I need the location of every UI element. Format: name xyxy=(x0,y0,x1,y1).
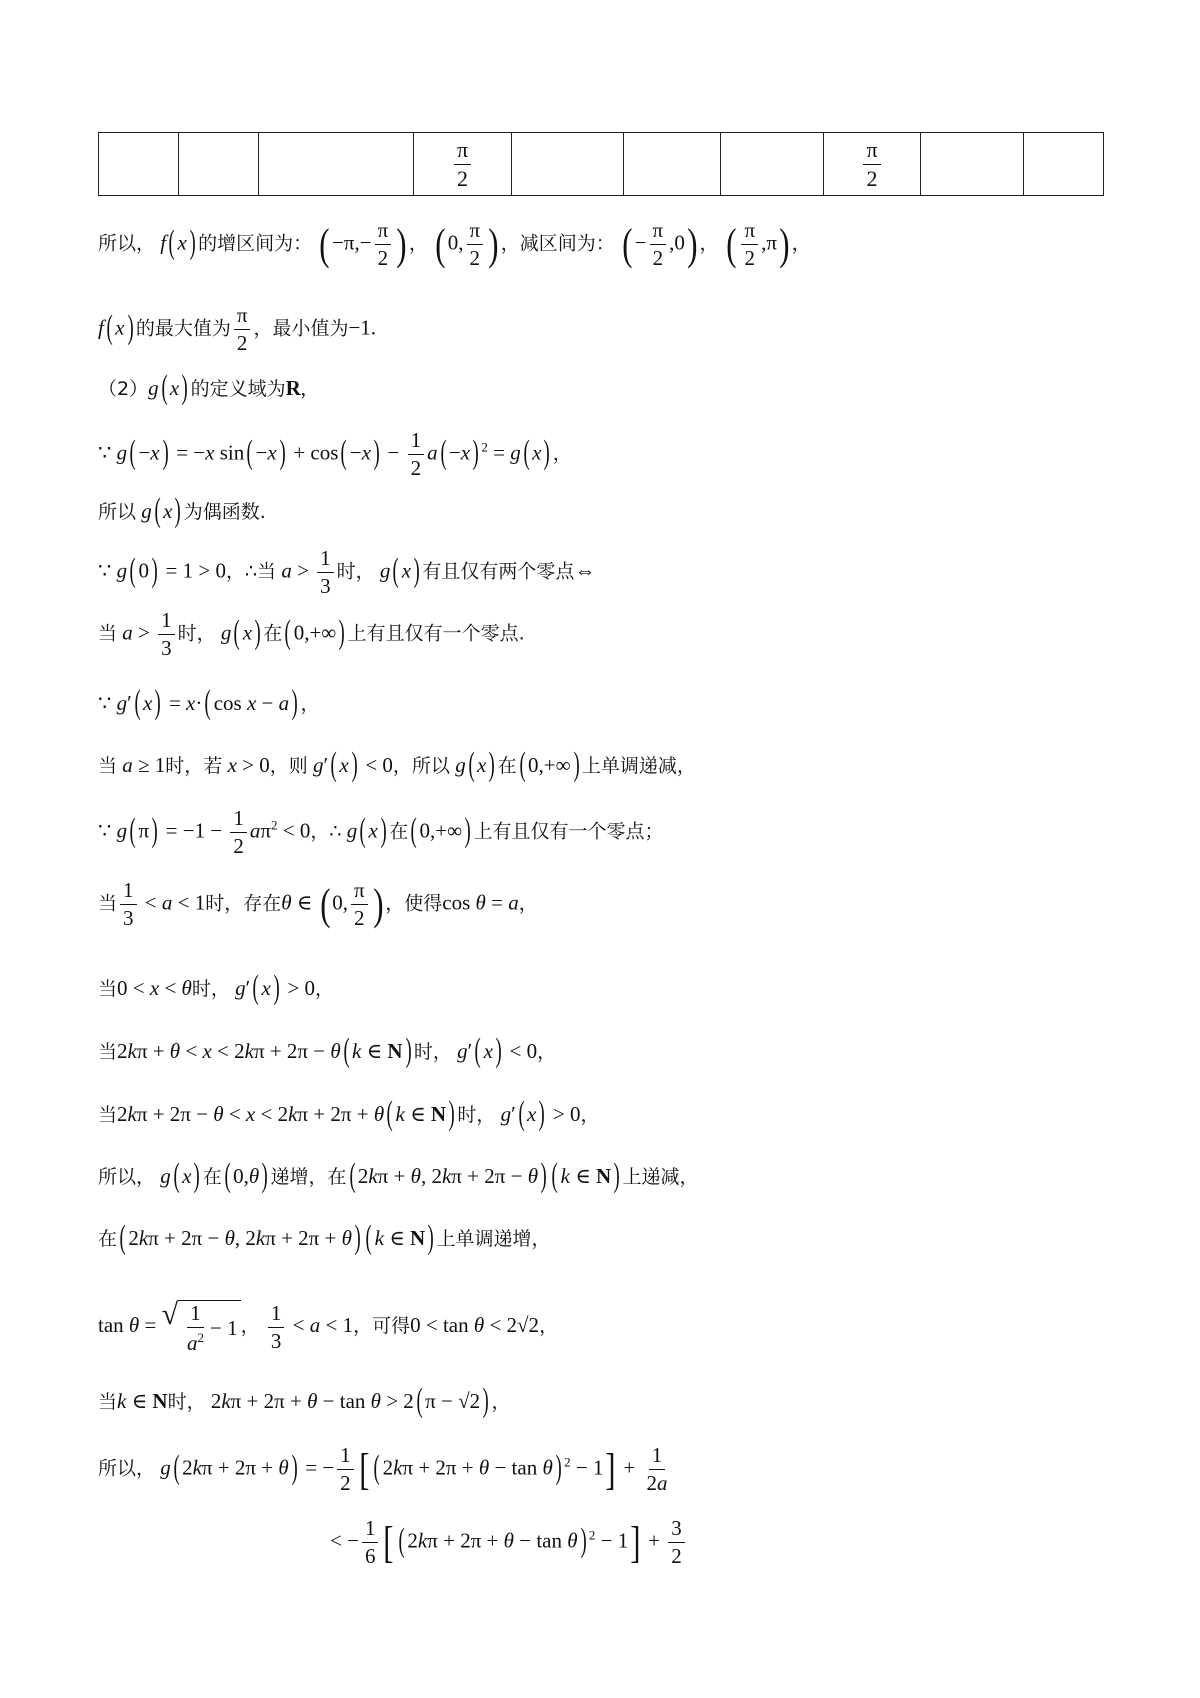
value-table xyxy=(98,132,1104,196)
table-row xyxy=(99,133,1104,196)
line-domain: （2）g( x) 的定义域为R, xyxy=(98,369,307,406)
table-cell xyxy=(624,133,721,196)
table-cell xyxy=(1024,133,1104,196)
pi-over-two: $\frac{\pi}{2}$ xyxy=(454,139,471,190)
table-cell xyxy=(99,133,179,196)
table-cell xyxy=(179,133,259,196)
pi-over-two: $\frac{\pi}{2}$ xyxy=(863,139,880,190)
line-one-zero: 当 a > $\frac{1}{3}$ 时， g( x) 在( 0,+∞) 上有且仅有一个零点. xyxy=(98,608,525,660)
line-max-min: f( x) 的最大值为 $\frac{\pi}{2}$ ，最小值为−1. xyxy=(98,303,377,355)
line-even: 所以 g( x) 为偶函数. xyxy=(98,492,266,529)
line-increase-2: 当2kπ + 2π − θ < x < 2kπ + 2π + θ( k ∈ N) 时， g′( x) > 0， xyxy=(98,1095,600,1132)
line-intervals: 所以， f( x) 的增区间为： ( −π,− $\frac{\pi}{2}$ ) ， ( 0, $\frac{\pi}{2}$ ) ，减区间为： ( − $\frac{\pi}{2}$ ,0) ， ( $\frac{\pi}{2}$ ,π) ， xyxy=(98,218,811,270)
line-zero-cond: ∵ g( 0) = 1 > 0，∴当 a > $\frac{1}{3}$ 时， g( x) 有且仅有两个零点⇔ xyxy=(98,546,596,598)
table-cell xyxy=(824,133,921,196)
line-decrease: 当2kπ + θ < x < 2kπ + 2π − θ( k ∈ N) 时， g′( x) < 0， xyxy=(98,1032,557,1069)
table-cell xyxy=(512,133,624,196)
line-derivative: ∵ g′( x) = x·( cos x − a) ， xyxy=(98,684,320,721)
line-increase-1: 当0 < x < θ时， g′( x) > 0， xyxy=(98,969,335,1006)
table-cell xyxy=(921,133,1024,196)
line-monotonic-increase: 在( 2kπ + 2π − θ, 2kπ + 2π + θ) ( k ∈ N) 上单调递增， xyxy=(98,1219,551,1256)
line-tan-theta: tan θ = √ $\frac{1}{a^2}$ − 1 ， $\frac{1}{3}$ < a < 1，可得0 < tan θ < 2√2， xyxy=(98,1298,559,1355)
line-k-in-N: 当k ∈ N时， 2kπ + 2π + θ − tan θ > 2( π − √2) ， xyxy=(98,1382,511,1419)
line-g-pi: ∵ g( π) = −1 − $\frac{1}{2}$ $a\pi^2 < 0$，∴ g( x) 在( 0,+∞) 上有且仅有一个零点； xyxy=(98,806,664,858)
line-theta: 当 $\frac{1}{3}$ < a < 1时，存在θ ∈ ( 0, $\frac{\pi}{2}$ ) ，使得cos θ = a， xyxy=(98,878,538,930)
line-monotonic-summary: 所以， g( x) 在( 0,θ) 递增，在( 2kπ + θ, 2kπ + 2π − θ) ( k ∈ N) 上递减， xyxy=(98,1157,699,1194)
table-cell xyxy=(259,133,414,196)
line-case-a-ge-1: 当 a ≥ 1时，若 x > 0，则 g′( x) < 0，所以 g( x) 在( 0,+∞) 上单调递减， xyxy=(98,746,696,783)
line-even-proof: ∵ g( −x) = −x sin( −x) + cos( −x) − $\frac{1}{2}$ a( −x) $^2$ = g( x) ， xyxy=(98,428,572,480)
line-g-value: 所以， g( 2kπ + 2π + θ) = − $\frac{1}{2}$ [ ( 2kπ + 2π + θ − tan θ) $^2$ − 1] + $\frac{1}{2a}$ xyxy=(98,1443,668,1495)
line-g-bound: < − $\frac{1}{6}$ [ ( 2kπ + 2π + θ − tan θ) $^2$ − 1] + $\frac{3}{2}$ xyxy=(330,1518,688,1567)
table-cell xyxy=(721,133,824,196)
table-cell xyxy=(414,133,512,196)
